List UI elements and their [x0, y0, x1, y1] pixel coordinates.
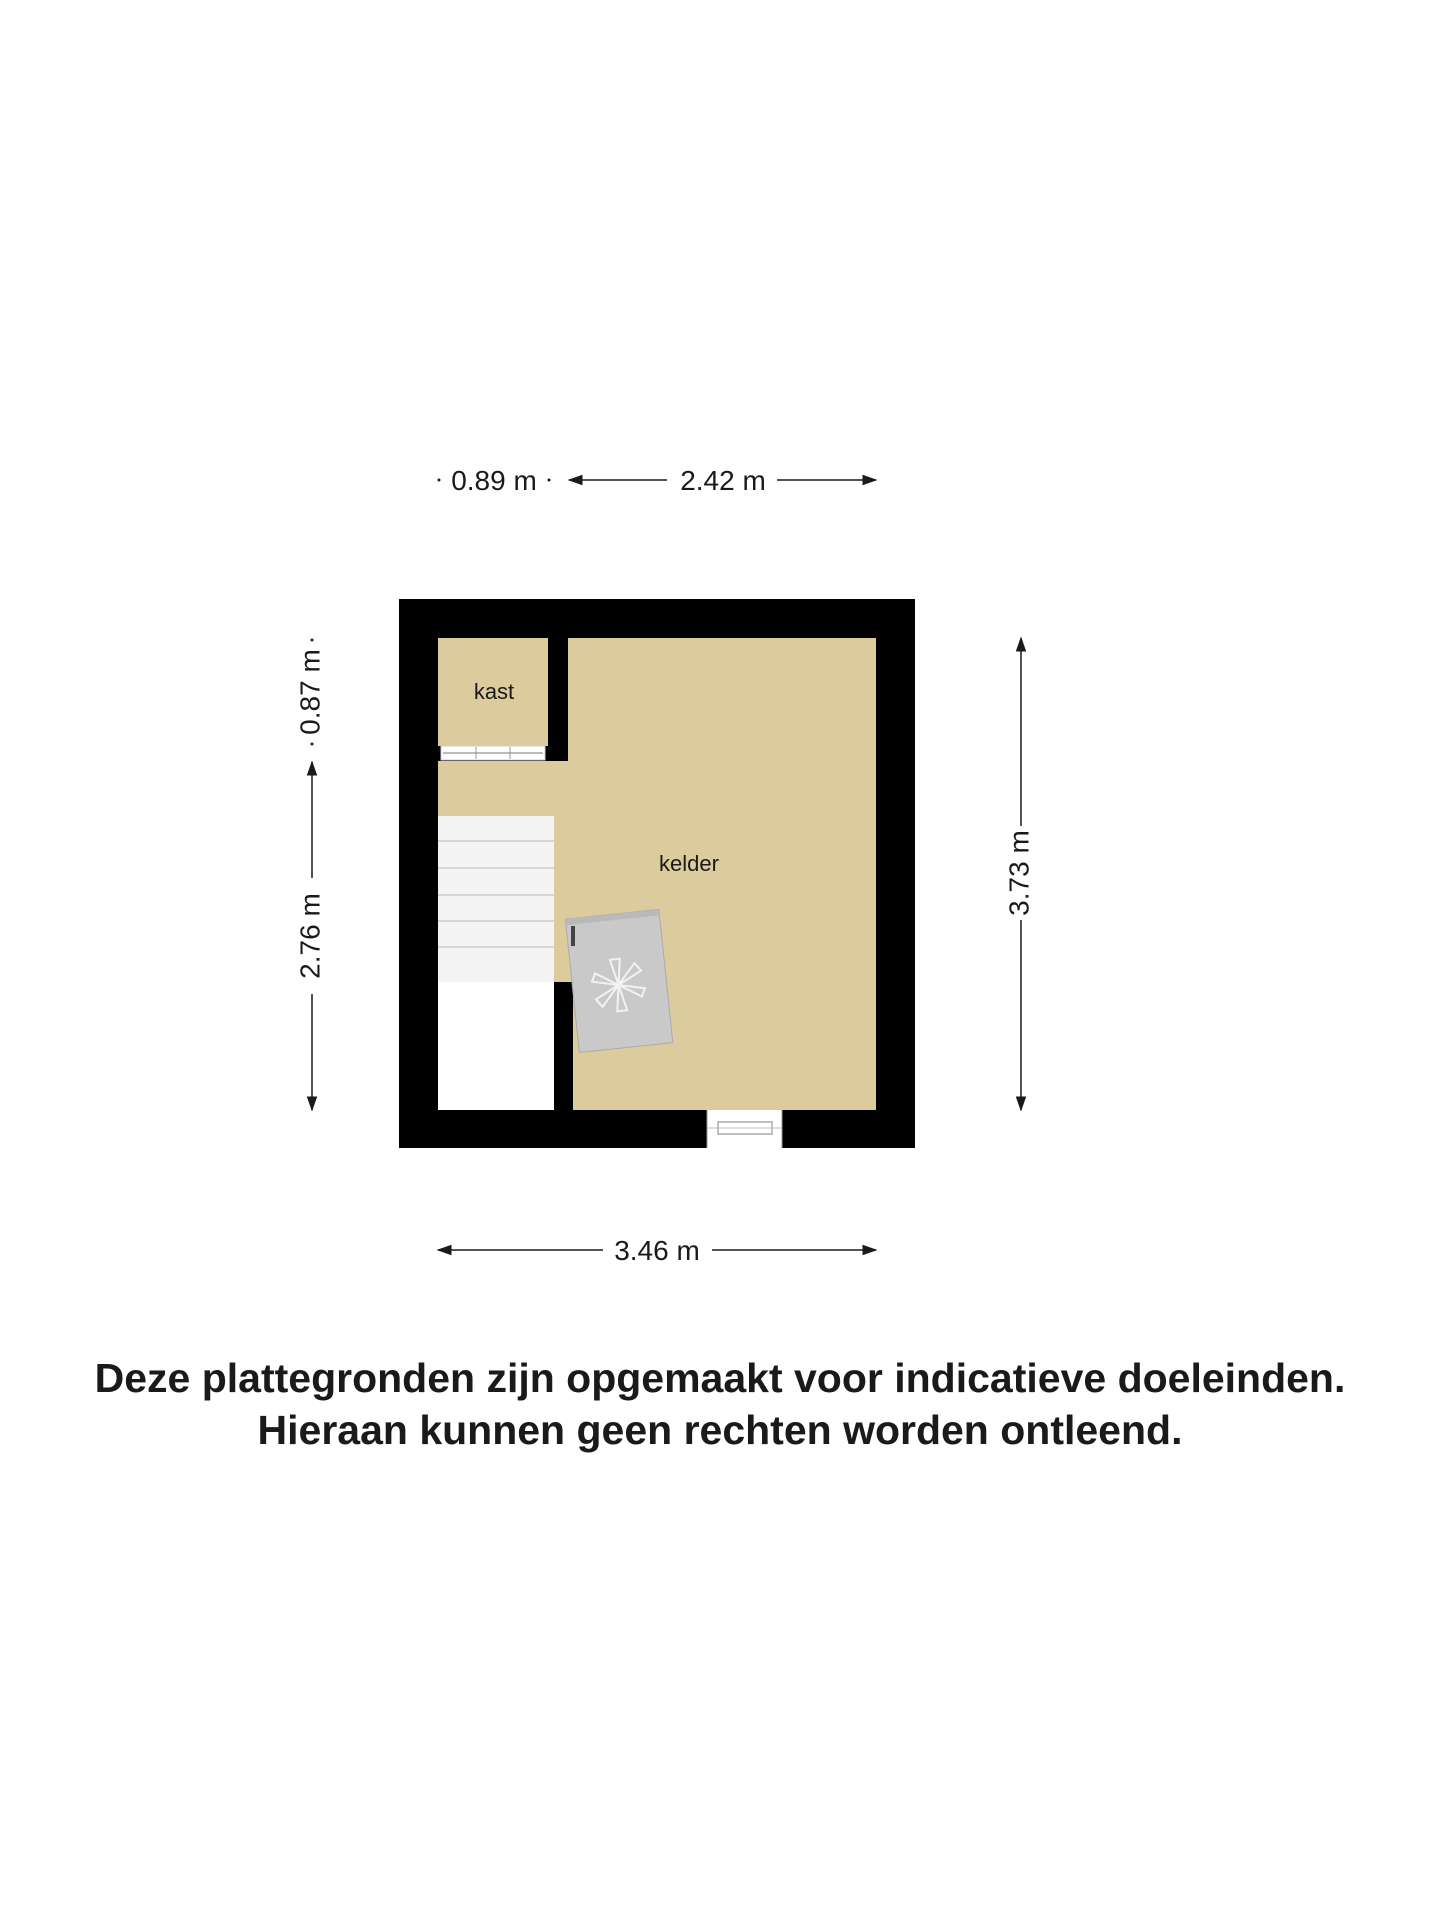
disclaimer-line-1: Deze plattegronden zijn opgemaakt voor indicatieve doeleinden.: [94, 1355, 1346, 1401]
dimension-left-bottom: 2.76 m: [294, 893, 326, 979]
dimension-bottom: 3.46 m: [614, 1235, 700, 1266]
room-label-kelder: kelder: [659, 851, 719, 876]
dimension-top-left: 0.89 m: [451, 465, 537, 496]
window: [707, 1110, 782, 1148]
kast-door: [441, 746, 545, 760]
disclaimer-line-2: Hieraan kunnen geen rechten worden ontleend.: [257, 1407, 1183, 1453]
dim-dot: [311, 743, 314, 746]
room-label-kast: kast: [473, 679, 515, 704]
appliance-edge: [571, 926, 575, 946]
fan-icon: [565, 909, 672, 1052]
dim-dot: [438, 479, 441, 482]
dimension-left-top: 0.87 m: [294, 649, 326, 735]
disclaimer: [0, 1352, 1440, 1456]
dimension-right: 3.73 m: [1003, 830, 1035, 916]
dim-dot: [311, 639, 314, 642]
dim-dot: [548, 479, 551, 482]
dimension-top-right: 2.42 m: [680, 465, 766, 496]
staircase: [438, 816, 554, 1110]
